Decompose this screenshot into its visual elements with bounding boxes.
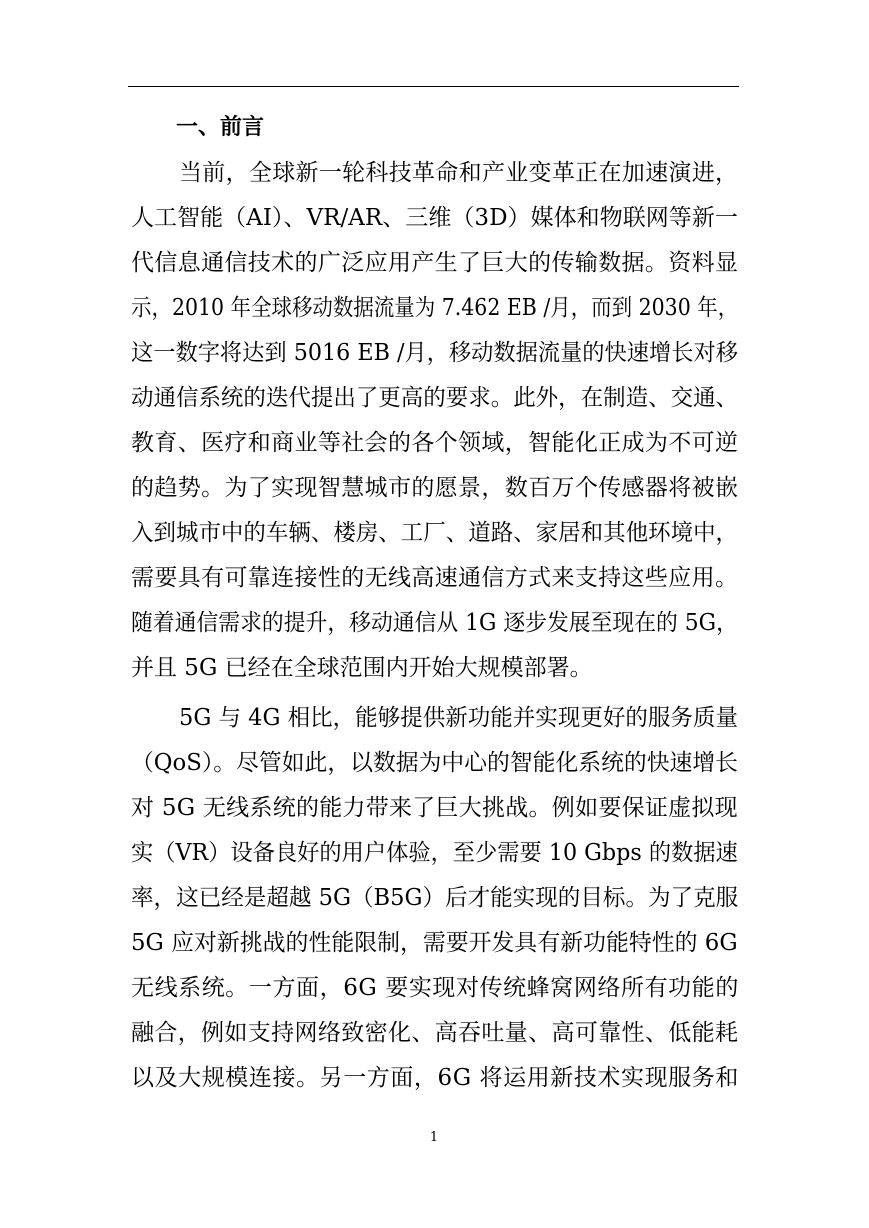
- section-heading: 一、前言: [176, 115, 265, 140]
- text-line: 5G 与 4G 相比，能够提供新功能并实现更好的服务质量: [179, 705, 738, 731]
- text-line: 入到城市中的车辆、楼房、工厂、道路、家居和其他环境中，: [131, 520, 739, 546]
- text-line: 实（VR）设备良好的用户体验，至少需要 10 Gbps 的数据速: [131, 840, 738, 866]
- text-line: 无线系统。一方面，6G 要实现对传统蜂窝网络所有功能的: [131, 975, 739, 1001]
- text-line: 并且 5G 已经在全球范围内开始大规模部署。: [131, 655, 593, 681]
- text-line: 的趋势。为了实现智慧城市的愿景，数百万个传感器将被嵌: [131, 475, 739, 501]
- text-line: 随着通信需求的提升，移动通信从 1G 逐步发展至现在的 5G，: [131, 610, 738, 636]
- text-line: 当前，全球新一轮科技革命和产业变革正在加速演进，: [179, 160, 739, 186]
- header-rule: [128, 86, 739, 87]
- text-line: 人工智能（AI）、VR/AR、三维（3D）媒体和物联网等新一: [131, 205, 738, 231]
- text-line: 动通信系统的迭代提出了更高的要求。此外，在制造、交通、: [131, 385, 739, 411]
- text-line: 5G 应对新挑战的性能限制，需要开发具有新功能特性的 6G: [131, 930, 738, 956]
- text-line: （QoS）。尽管如此，以数据为中心的智能化系统的快速增长: [131, 750, 738, 776]
- page-number: 1: [429, 1130, 439, 1145]
- text-line: 需要具有可靠连接性的无线高速通信方式来支持这些应用。: [131, 565, 739, 591]
- text-line: 示，2010 年全球移动数据流量为 7.462 EB /月，而到 2030 年，: [131, 295, 739, 321]
- text-line: 代信息通信技术的广泛应用产生了巨大的传输数据。资料显: [131, 250, 739, 276]
- text-line: 率，这已经是超越 5G（B5G）后才能实现的目标。为了克服: [131, 885, 739, 911]
- text-line: 以及大规模连接。另一方面，6G 将运用新技术实现服务和: [131, 1065, 739, 1091]
- text-line: 教育、医疗和商业等社会的各个领域，智能化正成为不可逆: [131, 430, 739, 456]
- text-line: 融合，例如支持网络致密化、高吞吐量、高可靠性、低能耗: [131, 1020, 739, 1046]
- text-line: 这一数字将达到 5016 EB /月，移动数据流量的快速增长对移: [131, 340, 738, 366]
- text-line: 对 5G 无线系统的能力带来了巨大挑战。例如要保证虚拟现: [131, 795, 738, 821]
